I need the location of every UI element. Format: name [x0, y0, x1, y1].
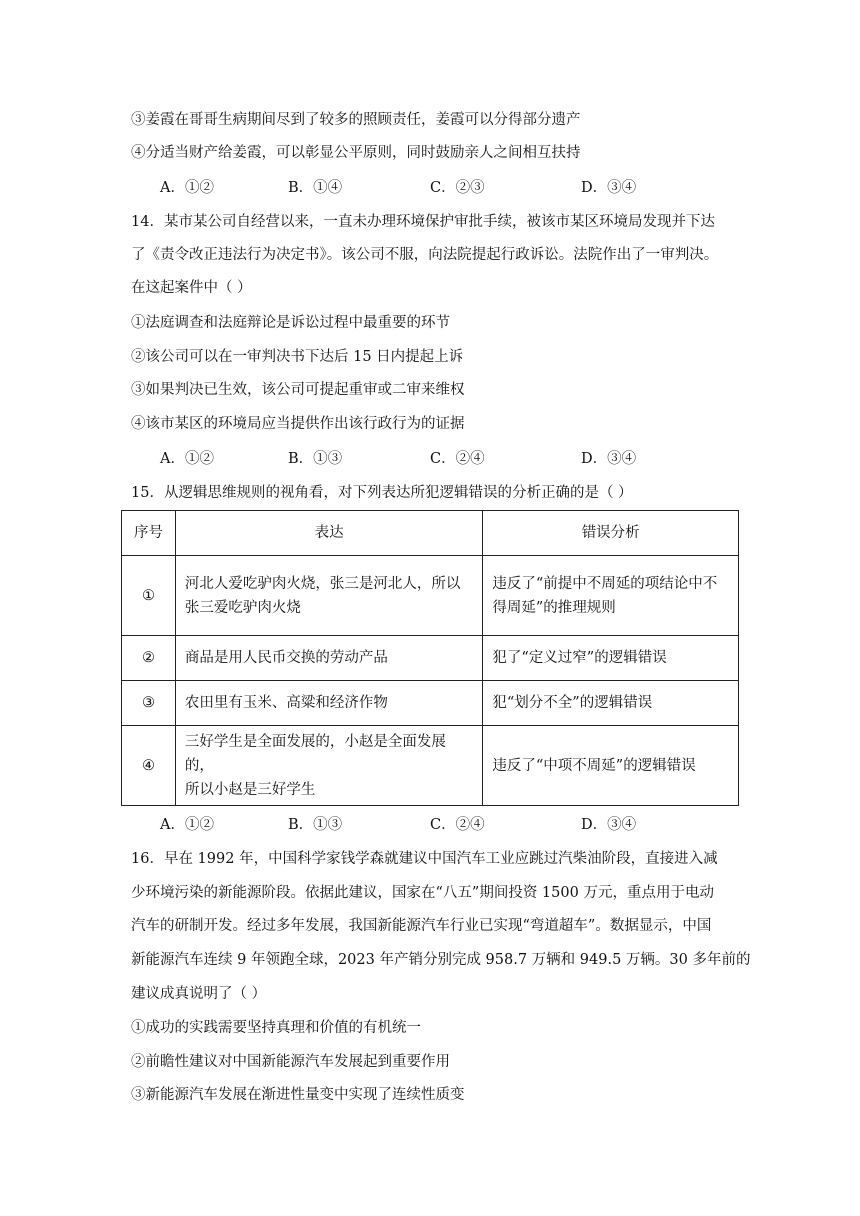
q15-option-a: A．①②	[160, 817, 214, 833]
q16-stem-line-2: 少环境污染的新能源阶段。依据此建议，国家在“八五”期间投资 1500 万元，重点用于电动	[131, 885, 714, 901]
q14-option-a: A．①②	[160, 451, 214, 467]
table-row	[122, 636, 739, 681]
q14-item-3: ③如果判决已生效，该公司可提起重审或二审来维权	[131, 382, 465, 398]
q16-item-1: ①成功的实践需要坚持真理和价值的有机统一	[131, 1020, 421, 1036]
expression-line-2: 所以小赵是三好学生	[184, 781, 316, 798]
q14-stem-line-3: 在这起案件中（ ）	[131, 280, 252, 296]
q15-option-d: D．③④	[581, 817, 637, 833]
row-error: 违反了“中项不周延”的逻辑错误	[483, 726, 739, 806]
table-header-row	[122, 511, 739, 556]
q14-option-d: D．③④	[581, 451, 637, 467]
q14-item-2: ②该公司可以在一审判决书下达后 15 日内提起上诉	[131, 349, 464, 365]
row-error	[483, 556, 739, 636]
row-number: ①	[122, 556, 176, 636]
q16-stem-line-4: 新能源汽车连续 9 年领跑全球，2023 年产销分别完成 958.7 万辆和 949.5 万辆。30 多年前的	[131, 952, 751, 968]
logic-error-table	[121, 510, 739, 806]
q15-option-c: C．②④	[430, 817, 485, 833]
q14-option-c: C．②④	[430, 451, 485, 467]
q16-item-3: ③新能源汽车发展在渐进性量变中实现了连续性质变	[131, 1087, 465, 1103]
q16-stem-line-3: 汽车的研制开发。经过多年发展，我国新能源汽车行业已实现“弯道超车”。数据显示，中国	[131, 918, 712, 934]
q14-options	[160, 449, 636, 469]
row-number: ②	[122, 636, 176, 681]
q14-item-1: ①法庭调查和法庭辩论是诉讼过程中最重要的环节	[131, 315, 450, 331]
table-row	[122, 556, 739, 636]
q16-stem-line-1: 16．早在 1992 年，中国科学家钱学森就建议中国汽车工业应跳过汽柴油阶段，直接进入减	[131, 851, 718, 867]
row-expression	[175, 726, 482, 806]
q13-options	[160, 178, 636, 198]
q13-option-c: C．②③	[430, 180, 485, 196]
q15-option-b: B．①③	[288, 817, 343, 833]
q15-options	[160, 815, 636, 835]
row-expression	[175, 556, 482, 636]
header-expression: 表达	[175, 511, 482, 556]
expression-line-2: 张三爱吃驴肉火烧	[184, 599, 301, 616]
q13-item-3: ③姜霞在哥哥生病期间尽到了较多的照顾责任，姜霞可以分得部分遗产	[131, 112, 581, 128]
table-row	[122, 726, 739, 806]
row-error: 犯“划分不全”的逻辑错误	[483, 681, 739, 726]
q14-stem-line-1: 14．某市某公司自经营以来，一直未办理环境保护审批手续，被该市某区环境局发现并下达	[131, 214, 715, 230]
expression-line-1: 河北人爱吃驴肉火烧，张三是河北人，所以	[184, 575, 461, 592]
row-number: ④	[122, 726, 176, 806]
row-expression: 商品是用人民币交换的劳动产品	[175, 636, 482, 681]
q13-option-a: A．①②	[160, 180, 214, 196]
q16-item-2: ②前瞻性建议对中国新能源汽车发展起到重要作用	[131, 1054, 450, 1070]
q14-stem-line-2: 了《责令改正违法行为决定书》。该公司不服，向法院提起行政诉讼。法院作出了一审判决。	[131, 247, 719, 263]
q14-item-4: ④该市某区的环境局应当提供作出该行政行为的证据	[131, 416, 465, 432]
q13-option-b: B．①④	[288, 180, 343, 196]
q14-option-b: B．①③	[288, 451, 343, 467]
q16-stem-line-5: 建议成真说明了（ ）	[131, 986, 267, 1002]
q13-item-4: ④分适当财产给姜霞，可以彰显公平原则，同时鼓励亲人之间相互扶持	[131, 145, 581, 161]
header-number: 序号	[122, 511, 176, 556]
q15-stem: 15．从逻辑思维规则的视角看，对下列表达所犯逻辑错误的分析正确的是（ ）	[131, 485, 633, 501]
row-number: ③	[122, 681, 176, 726]
row-expression: 农田里有玉米、高粱和经济作物	[175, 681, 482, 726]
error-line-1: 违反了“前提中不周延的项结论中不	[492, 575, 718, 592]
table-row	[122, 681, 739, 726]
expression-line-1: 三好学生是全面发展的，小赵是全面发展的，	[184, 733, 446, 774]
error-line-2: 得周延”的推理规则	[492, 599, 616, 616]
header-error-analysis: 错误分析	[483, 511, 739, 556]
q13-option-d: D．③④	[581, 180, 637, 196]
row-error: 犯了“定义过窄”的逻辑错误	[483, 636, 739, 681]
